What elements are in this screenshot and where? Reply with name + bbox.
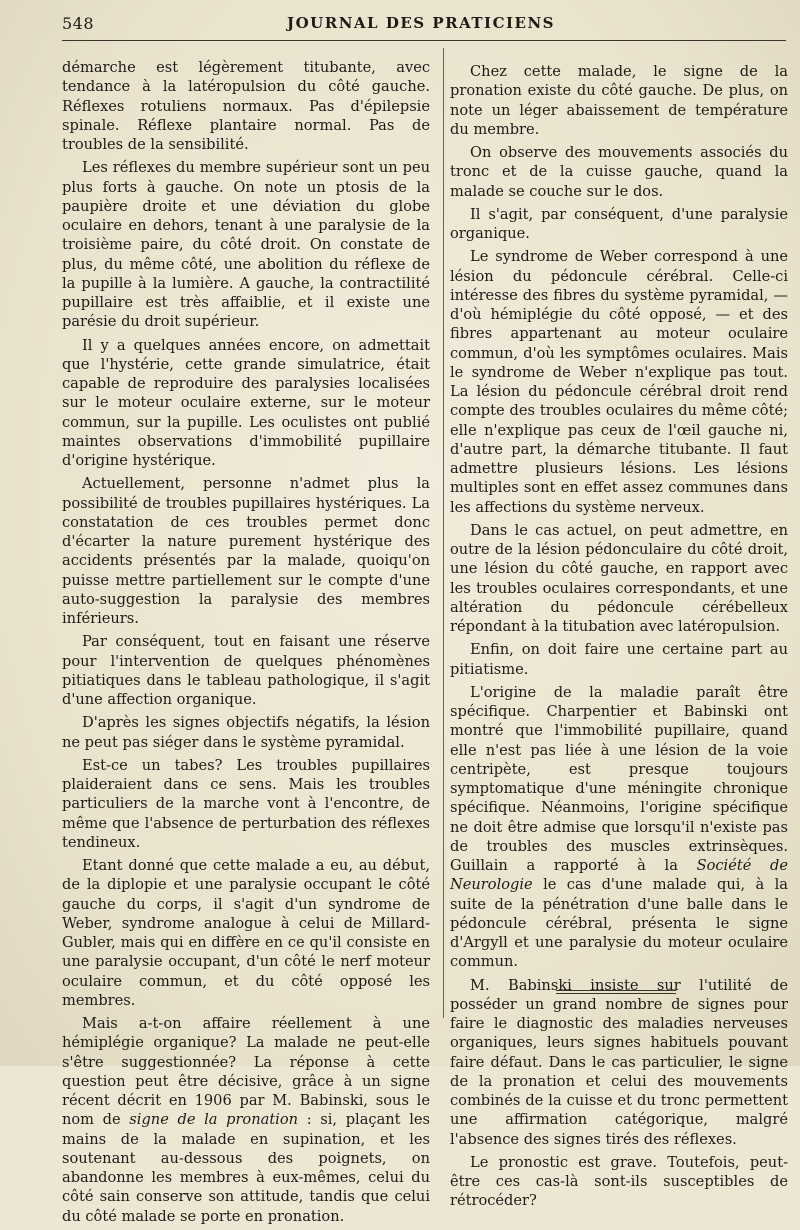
paragraph	[450, 683, 788, 972]
paragraph: Il s'agit, par conséquent, d'une paralysie organique.	[450, 205, 788, 242]
paragraph: Par conséquent, tout en faisant une réserve pour l'intervention de quelques phénomènes pitiatiques dans le tableau pathologique, il s'agit d'une affection organique.	[62, 633, 430, 708]
paragraph: Chez cette malade, le signe de la pronation existe du côté gauche. De plus, on note un léger abaissement de température du membre.	[450, 63, 788, 138]
column-divider	[443, 48, 444, 1018]
paragraph-text: L'origine de la maladie paraît être spécifique. Charpentier et Babinski ont montré que l'immobilité pupillaire, quand elle n'est pas liée à une lésion de la voie centripète, est presque toujours symptomatique d'une méningite chronique spécifique. Néanmoins, l'origine spécifique ne doit être admise que lorsqu'il n'existe pas de troubles des muscles extrinsèques. Guillain a rapporté à la	[450, 683, 788, 874]
left-column	[62, 58, 430, 1230]
paragraph: Le syndrome de Weber correspond à une lésion du pédoncule cérébral. Celle-ci intéresse des fibres du système pyramidal, — d'où hémiplégie du côté opposé, — et des fibres appartenant au moteur oculaire commun, d'où les symptômes oculaires. Mais le syndrome de Weber n'explique pas tout. La lésion du pédoncule cérébral droit rend compte des troubles oculaires du même côté; elle n'explique pas ceux de l'œil gauche ni, d'autre part, la démarche titubante. Il faut admettre plusieurs lésions. Les lésions multiples sont en effet assez communes dans les affections du système nerveux.	[450, 248, 788, 516]
paragraph: Les réflexes du membre supérieur sont un peu plus forts à gauche. On note un ptosis de la paupière droite et une déviation du globe oculaire en dehors, tenant à une paralysie de la troisième paire, du côté droit. On constate de plus, du même côté, une abolition du réflexe de la pupille à la lumière. A gauche, la contractilité pupillaire est très affaiblie, et il existe une parésie du droit supérieur.	[62, 159, 430, 331]
italic-term: signe de la pronation	[129, 1111, 299, 1129]
paragraph: D'après les signes objectifs négatifs, la lésion ne peut pas siéger dans le système pyramidal.	[62, 714, 430, 751]
journal-title: JOURNAL DES PRATICIENS	[287, 14, 555, 32]
paragraph: démarche est légèrement titubante, avec tendance à la latéropulsion du côté gauche. Réflexes rotuliens normaux. Pas d'épilepsie spinale. Réflexe plantaire normal. Pas de troubles de la sensibilité.	[62, 59, 430, 153]
page-header	[62, 12, 760, 38]
paragraph: Il y a quelques années encore, on admettait que l'hystérie, cette grande simulatrice, était capable de reproduire des paralysies localisées sur le moteur oculaire externe, sur le moteur commun, sur la pupille. Les oculistes ont publié maintes observations d'immobilité pupillaire d'origine hystérique.	[62, 336, 430, 469]
paragraph: Dans le cas actuel, on peut admettre, en outre de la lésion pédonculaire du côté droit, une lésion du côté gauche, en rapport avec les troubles oculaires correspondants, et une altération du pédoncule cérébelleux répondant à la titubation avec latéropulsion.	[450, 521, 788, 635]
paragraph-text: le cas d'une malade qui, à la suite de la pénétration d'une balle dans le pédoncule cérébral, présenta le signe d'Argyll et une paralysie du moteur oculaire commun.	[450, 876, 788, 971]
paragraph: Le pronostic est grave. Toutefois, peut-être ces cas-là sont-ils susceptibles de rétrocéder?	[450, 1153, 788, 1210]
page-number: 548	[62, 14, 95, 33]
right-column	[450, 62, 788, 1215]
paragraph: Etant donné que cette malade a eu, au début, de la diplopie et une paralysie occupant le côté gauche du corps, il s'agit d'un syndrome de Weber, syndrome analogue à celui de Millard-Gubler, mais qui en diffère en ce qu'il consiste en une paralysie occupant, d'un côté le nerf moteur oculaire commun, et du côté opposé les membres.	[62, 857, 430, 1009]
paragraph: Est-ce un tabes? Les troubles pupillaires plaideraient dans ce sens. Mais les troubles particuliers de la marche vont à l'encontre, de même que l'absence de perturbation des réflexes tendineux.	[62, 756, 430, 851]
paragraph: Enfin, on doit faire une certaine part au pitiatisme.	[450, 641, 788, 678]
paragraph	[62, 1014, 430, 1226]
header-rule	[62, 40, 786, 41]
italic-term: Société de Neurologie	[450, 857, 788, 894]
end-rule	[556, 990, 676, 994]
paragraph: Actuellement, personne n'admet plus la possibilité de troubles pupillaires hystériques. La constatation de ces troubles permet donc d'écarter la nature purement hystérique des accidents présentés par la malade, quoiqu'on puisse mettre partiellement sur le compte d'une auto-suggestion la paralysie des membres inférieurs.	[62, 475, 430, 627]
paragraph: M. Babinski insiste sur l'utilité de posséder un grand nombre de signes pour faire le diagnostic des maladies nerveuses organiques, leurs signes habituels pouvant faire défaut. Dans le cas particulier, le signe de la pronation et celui des mouvements combinés de la cuisse et du tronc permettent une affirmation catégorique, malgré l'absence des signes tirés des réflexes.	[450, 976, 788, 1148]
paragraph-text: Mais a-t-on affaire réellement à une hémiplégie organique? La malade ne peut-elle s'être suggestionnée? La réponse à cette question peut être décisive, grâce à un signe récent décrit en 1906 par M. Babinski, sous le nom de	[62, 1015, 430, 1129]
paragraph: On observe des mouvements associés du tronc et de la cuisse gauche, quand la malade se couche sur le dos.	[450, 144, 788, 200]
paragraph-text: : si, plaçant les mains de la malade en supination, et les soutenant au-dessous des poignets, on abandonne les membres à eux-mêmes, celui du côté sain conserve son attitude, tandis que celui du côté malade se porte en pronation.	[62, 1111, 430, 1225]
